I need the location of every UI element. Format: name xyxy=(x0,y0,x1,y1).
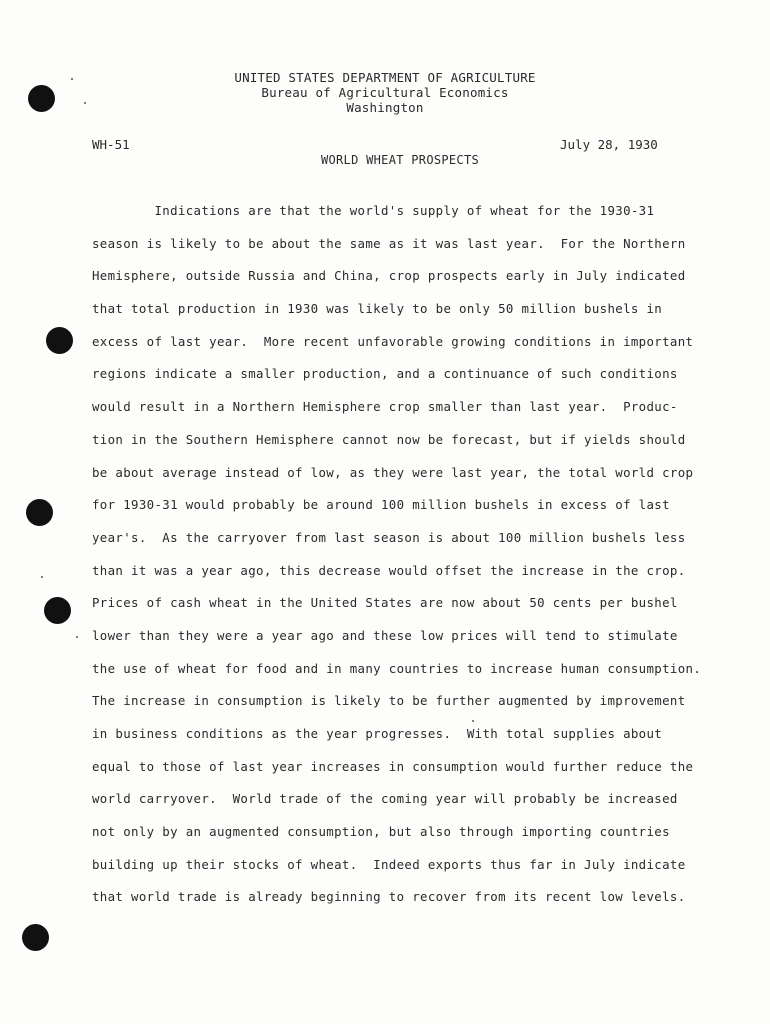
body-line: not only by an augmented consumption, but also through importing countries xyxy=(92,824,670,840)
body-line: year's. As the carryover from last season is about 100 million bushels less xyxy=(92,529,686,545)
body-line: lower than they were a year ago and these low prices will tend to stimulate xyxy=(92,627,678,643)
document-id: WH-51 xyxy=(92,137,130,152)
body-line: building up their stocks of wheat. Indeed exports thus far in July indicate xyxy=(92,856,686,872)
body-line: excess of last year. More recent unfavorable growing conditions in important xyxy=(92,333,694,349)
body-line: tion in the Southern Hemisphere cannot now be forecast, but if yields should xyxy=(92,431,686,447)
body-line: season is likely to be about the same as it was last year. For the Northern xyxy=(92,235,686,251)
body-line: in business conditions as the year progresses. With total supplies about xyxy=(92,726,663,741)
body-line: world carryover. World trade of the coming year will probably be increased xyxy=(92,791,678,807)
body-line: than it was a year ago, this decrease would offset the increase in the crop. xyxy=(92,562,686,578)
body-line: be about average instead of low, as they were last year, the total world crop xyxy=(92,464,694,480)
body-line: the use of wheat for food and in many countries to increase human consumption. xyxy=(92,660,702,676)
body-line: Indications are that the world's supply of wheat for the 1930-31 xyxy=(92,203,655,218)
scan-speck xyxy=(41,576,43,578)
body-line: regions indicate a smaller production, and a continuance of such conditions xyxy=(92,366,678,382)
letterhead xyxy=(0,70,770,115)
body-paragraph xyxy=(92,200,732,919)
body-line: Hemisphere, outside Russia and China, crop prospects early in July indicated xyxy=(92,268,686,284)
body-line: that world trade is already beginning to recover from its recent low levels. xyxy=(92,889,686,905)
punch-hole-5 xyxy=(22,924,49,951)
body-line: The increase in consumption is likely to be further augmented by improvement xyxy=(92,693,686,709)
body-line: that total production in 1930 was likely to be only 50 million bushels in xyxy=(92,301,663,317)
city-name: Washington xyxy=(346,100,424,115)
body-line: for 1930-31 would probably be around 100 million bushels in excess of last xyxy=(92,497,670,513)
body-line: Prices of cash wheat in the United States are now about 50 cents per bushel xyxy=(92,595,678,611)
department-name: UNITED STATES DEPARTMENT OF AGRICULTURE xyxy=(234,70,536,85)
punch-hole-3 xyxy=(26,499,53,526)
scan-speck xyxy=(76,636,78,638)
body-line: equal to those of last year increases in consumption would further reduce the xyxy=(92,758,694,774)
body-line: would result in a Northern Hemisphere crop smaller than last year. Produc- xyxy=(92,399,678,415)
bureau-name: Bureau of Agricultural Economics xyxy=(261,85,509,100)
punch-hole-4 xyxy=(44,597,71,624)
document-date: July 28, 1930 xyxy=(560,137,658,152)
document-title: WORLD WHEAT PROSPECTS xyxy=(320,153,480,167)
punch-hole-2 xyxy=(46,327,73,354)
